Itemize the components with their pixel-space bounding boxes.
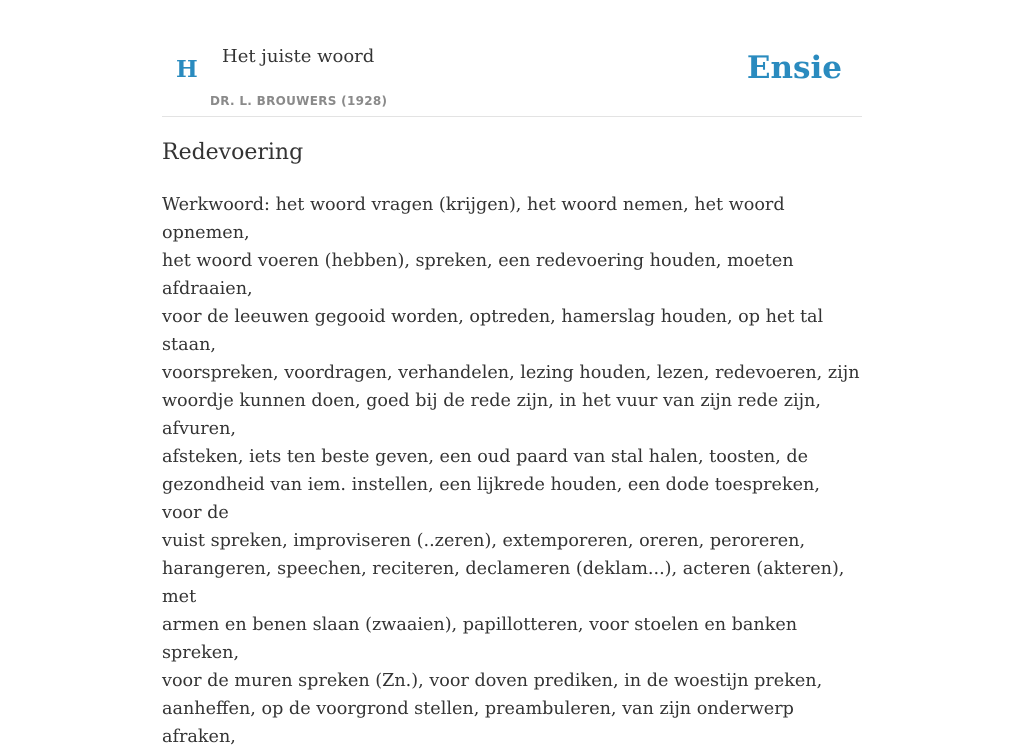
ensie-logo[interactable]: Ensie: [746, 50, 842, 86]
book-author: DR. L. BROUWERS (1928): [210, 94, 388, 108]
entry-title: Redevoering: [162, 140, 304, 165]
entry-body: [162, 191, 862, 751]
entry-line: aanheffen, op de voorgrond stellen, preambuleren, van zijn onderwerp afraken,: [162, 699, 794, 747]
entry-header: [162, 0, 862, 117]
entry-line: voor de muren spreken (Zn.), voor doven prediken, in de woestijn preken,: [162, 671, 823, 691]
entry-line: armen en benen slaan (zwaaien), papillotteren, voor stoelen en banken spreken,: [162, 615, 798, 663]
entry-line: voorspreken, voordragen, verhandelen, lezing houden, lezen, redevoeren, zijn: [162, 363, 860, 383]
entry-line: afsteken, iets ten beste geven, een oud paard van stal halen, toosten, de: [162, 447, 809, 467]
entry-line: het woord voeren (hebben), spreken, een redevoering houden, moeten afdraaien,: [162, 251, 794, 299]
entry-line: woordje kunnen doen, goed bij de rede zijn, in het vuur van zijn rede zijn, afvuren,: [162, 391, 821, 439]
entry-line: harangeren, speechen, reciteren, declameren (deklam...), acteren (akteren), met: [162, 559, 845, 607]
entry-line: voor de leeuwen gegooid worden, optreden, hamerslag houden, op het tal staan,: [162, 307, 824, 355]
entry-line: vuist spreken, improviseren (..zeren), extemporeren, oreren, peroreren,: [162, 531, 806, 551]
book-title[interactable]: Het juiste woord: [222, 46, 375, 67]
book-logo-letter[interactable]: H: [176, 56, 198, 83]
entry-line: gezondheid van iem. instellen, een lijkrede houden, een dode toespreken, voor de: [162, 475, 820, 523]
entry-line: Werkwoord: het woord vragen (krijgen), het woord nemen, het woord opnemen,: [162, 195, 785, 243]
